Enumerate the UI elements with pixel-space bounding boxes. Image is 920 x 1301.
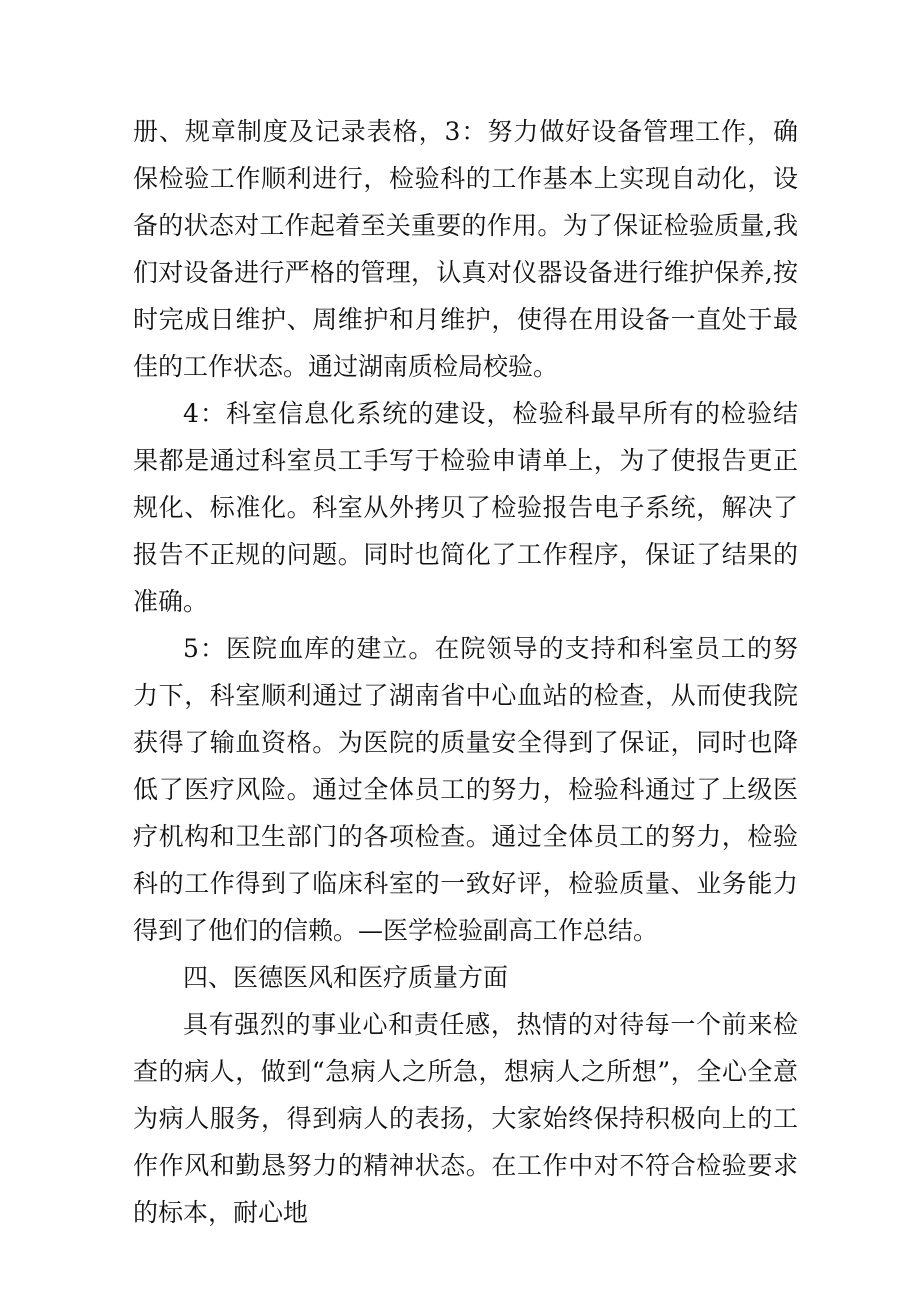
paragraph-equipment-management: 册、规章制度及记录表格，3：努力做好设备管理工作，确保检验工作顺利进行，检验科的工作基本上实现自动化，设备的状态对工作起着至关重要的作用。为了保证检验质量,我们对设备进行严格的管理，认真对仪器设备进行维护保养,按时完成日维护、周维护和月维护，使得在用设备一直处于最佳的工作状态。通过湖南质检局校验。 xyxy=(133,117,798,381)
section-heading-medical-ethics: 四、医德医风和医疗质量方面 xyxy=(183,963,509,992)
paragraph-blood-bank: 5：医院血库的建立。在院领导的支持和科室员工的努力下，科室顺利通过了湖南省中心血站的检查，从而使我院获得了输血资格。为医院的质量安全得到了保证，同时也降低了医疗风险。通过全体员工的努力，检验科通过了上级医疗机构和卫生部门的各项检查。通过全体员工的努力，检验科的工作得到了临床科室的一致好评，检验质量、业务能力得到了他们的信赖。—医学检验副高工作总结。 xyxy=(133,634,798,945)
document-body xyxy=(133,108,798,1236)
paragraph-information-system: 4：科室信息化系统的建设，检验科最早所有的检验结果都是通过科室员工手写于检验申请单上，为了使报告更正规化、标准化。科室从外拷贝了检验报告电子系统，解决了报告不正规的问题。同时也简化了工作程序，保证了结果的准确。 xyxy=(133,399,798,616)
paragraph-responsibility: 具有强烈的事业心和责任感，热情的对待每一个前来检查的病人，做到“急病人之所急，想病人之所想”，全心全意为病人服务，得到病人的表扬，大家始终保持积极向上的工作作风和勤恳努力的精神状态。在工作中对不符合检验要求的标本，耐心地 xyxy=(133,1010,798,1227)
